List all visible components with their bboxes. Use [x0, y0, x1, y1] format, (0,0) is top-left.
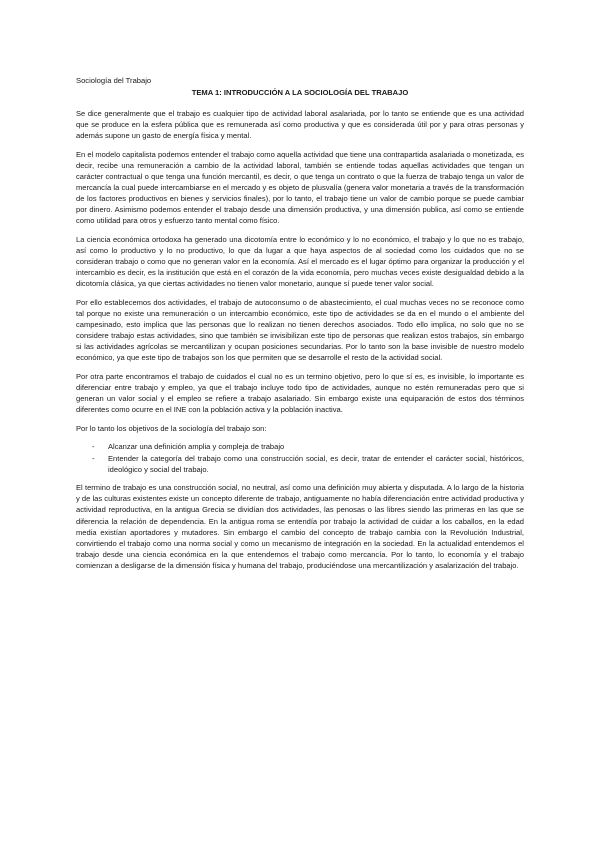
paragraph: Se dice generalmente que el trabajo es cualquier tipo de actividad laboral asalariada, por lo tanto se entiende que es una actividad que se produce en la esfera pública que es remunerada así como productiva y que es considerada útil por y para otras personas y además supone un gasto de energía física y mental. — [76, 109, 524, 141]
paragraph: El termino de trabajo es una construcción social, no neutral, así como una definición muy abierta y disputada. A lo largo de la historia y de las culturas existentes existe un concepto diferente de trabajo, antiguamente no había diferenciación entre actividad productiva y actividad reproductiva, en la antigua Grecia se dividían dos actividades, las penosas o las libres siendo las primeras en las que se diferencia la relación de dependencia. En la antigua roma se entendía por trabajo la actividad de cuidar a los caballos, en la edad media existían aportadores y mutadores. Sin embargo el cambio del concepto de trabajo cambia con la Revolución Industrial, convirtiendo el trabajo como una norma social y como un mecanismo de integración en la sociedad. En la actualidad entendemos el trabajo desde una ciencia económica en la que entendemos el trabajo como mercancía. Por lo tanto, lo economía y el trabajo comienzan a desligarse de la dimensión física y humana del trabajo, produciéndose una mercantilización y asalarización del trabajo. — [76, 483, 524, 570]
paragraph: Por otra parte encontramos el trabajo de cuidados el cual no es un termino objetivo, pero lo que sí es, es invisible, lo importante es diferenciar entre trabajo y empleo, ya que el trabajo incluye todo tipo de actividades, aunque no estén remuneradas pero que si generan un valor social y el empleo se refiere a trabajo asalariado. Sin embargo existe una equiparación de estos dos términos diferentes como ocurre en el INE con la población activa y la población inactiva. — [76, 371, 524, 415]
page-title: TEMA 1: INTRODUCCIÓN A LA SOCIOLOGÍA DEL TRABAJO — [191, 88, 409, 97]
paragraph: Por lo tanto los objetivos de la sociología del trabajo son: — [76, 423, 267, 433]
objectives-list — [76, 441, 524, 474]
paragraph: La ciencia económica ortodoxa ha generado una dicotomía entre lo económico y lo no económico, el trabajo y lo que no es trabajo, así como lo productivo y lo no productivo, lo que da lugar a que haya aspectos de al sociedad como los cuidados que no se consideran trabajo o como que no generan valor en la economía. Así el mercado es el lugar óptimo para organizar la producción y el intercambio es decir, es la institución que está en el corazón de la vida economía, pero muchas veces existe desigualdad debido a la dicotomía clásica, ya que ciertas actividades no tienen valor monetario, aunque sí puede tener valor social. — [76, 234, 524, 289]
list-item — [76, 441, 524, 452]
paragraph: En el modelo capitalista podemos entender el trabajo como aquella actividad que tiene una contrapartida asalariada o monetizada, es decir, recibe una remuneración a cambio de la actividad laboral, también se entiende todas aquellas actividades que tengan un carácter contractual o que tenga una función mercantil, es decir, o que tenga un contrato o que la fuerza de trabajo tenga un valor de mercancía la cual puede intercambiarse en el mercado y es objeto de plusvalía (genera valor monetaria a través de la transformación de los factores productivos en bienes y servicios finales), por lo tanto, el trabajo tiene un valor de cambio porque se puede cambiar por dinero. Asimismo podemos entender el trabajo desde una dimensión productiva, y una dimensión publica, así como se entiende como utilidad para otros y esfuerzo tanto mental como físico. — [76, 149, 524, 226]
list-item — [76, 453, 524, 475]
document-body — [76, 108, 524, 571]
list-marker: - — [92, 442, 95, 452]
list-item-text: Entender la categoría del trabajo como una construcción social, es decir, tratar de entender el carácter social, históricos, ideológico y social del trabajo. — [108, 453, 524, 474]
paragraph: Por ello establecemos dos actividades, el trabajo de autoconsumo o de abastecimiento, el cual muchas veces no se reconoce como tal porque no existe una remuneración o un intercambio económico, este tipo de actividades se da en el mundo o el ambiente del campesinado, esto implica que las personas que lo realizan no tienen derechos asociados. Todo ello implica, no solo que no se considere trabajo estas actividades, sino que también se invisibilizan este tipo de personas que realizan estos trabajos, sin embargo si las actividades agrícolas se mercantilizan y ocupan posiciones secundarias. Por lo tanto son la base invisible de nuestro modelo económico, ya que este tipo de trabajos son los que permiten que se desarrolle el resto de la actividad social. — [76, 297, 524, 363]
list-marker: - — [92, 453, 95, 463]
subject-header: Sociología del Trabajo — [76, 76, 152, 85]
list-item-text: Alcanzar una definición amplia y compleja de trabajo — [108, 442, 285, 452]
